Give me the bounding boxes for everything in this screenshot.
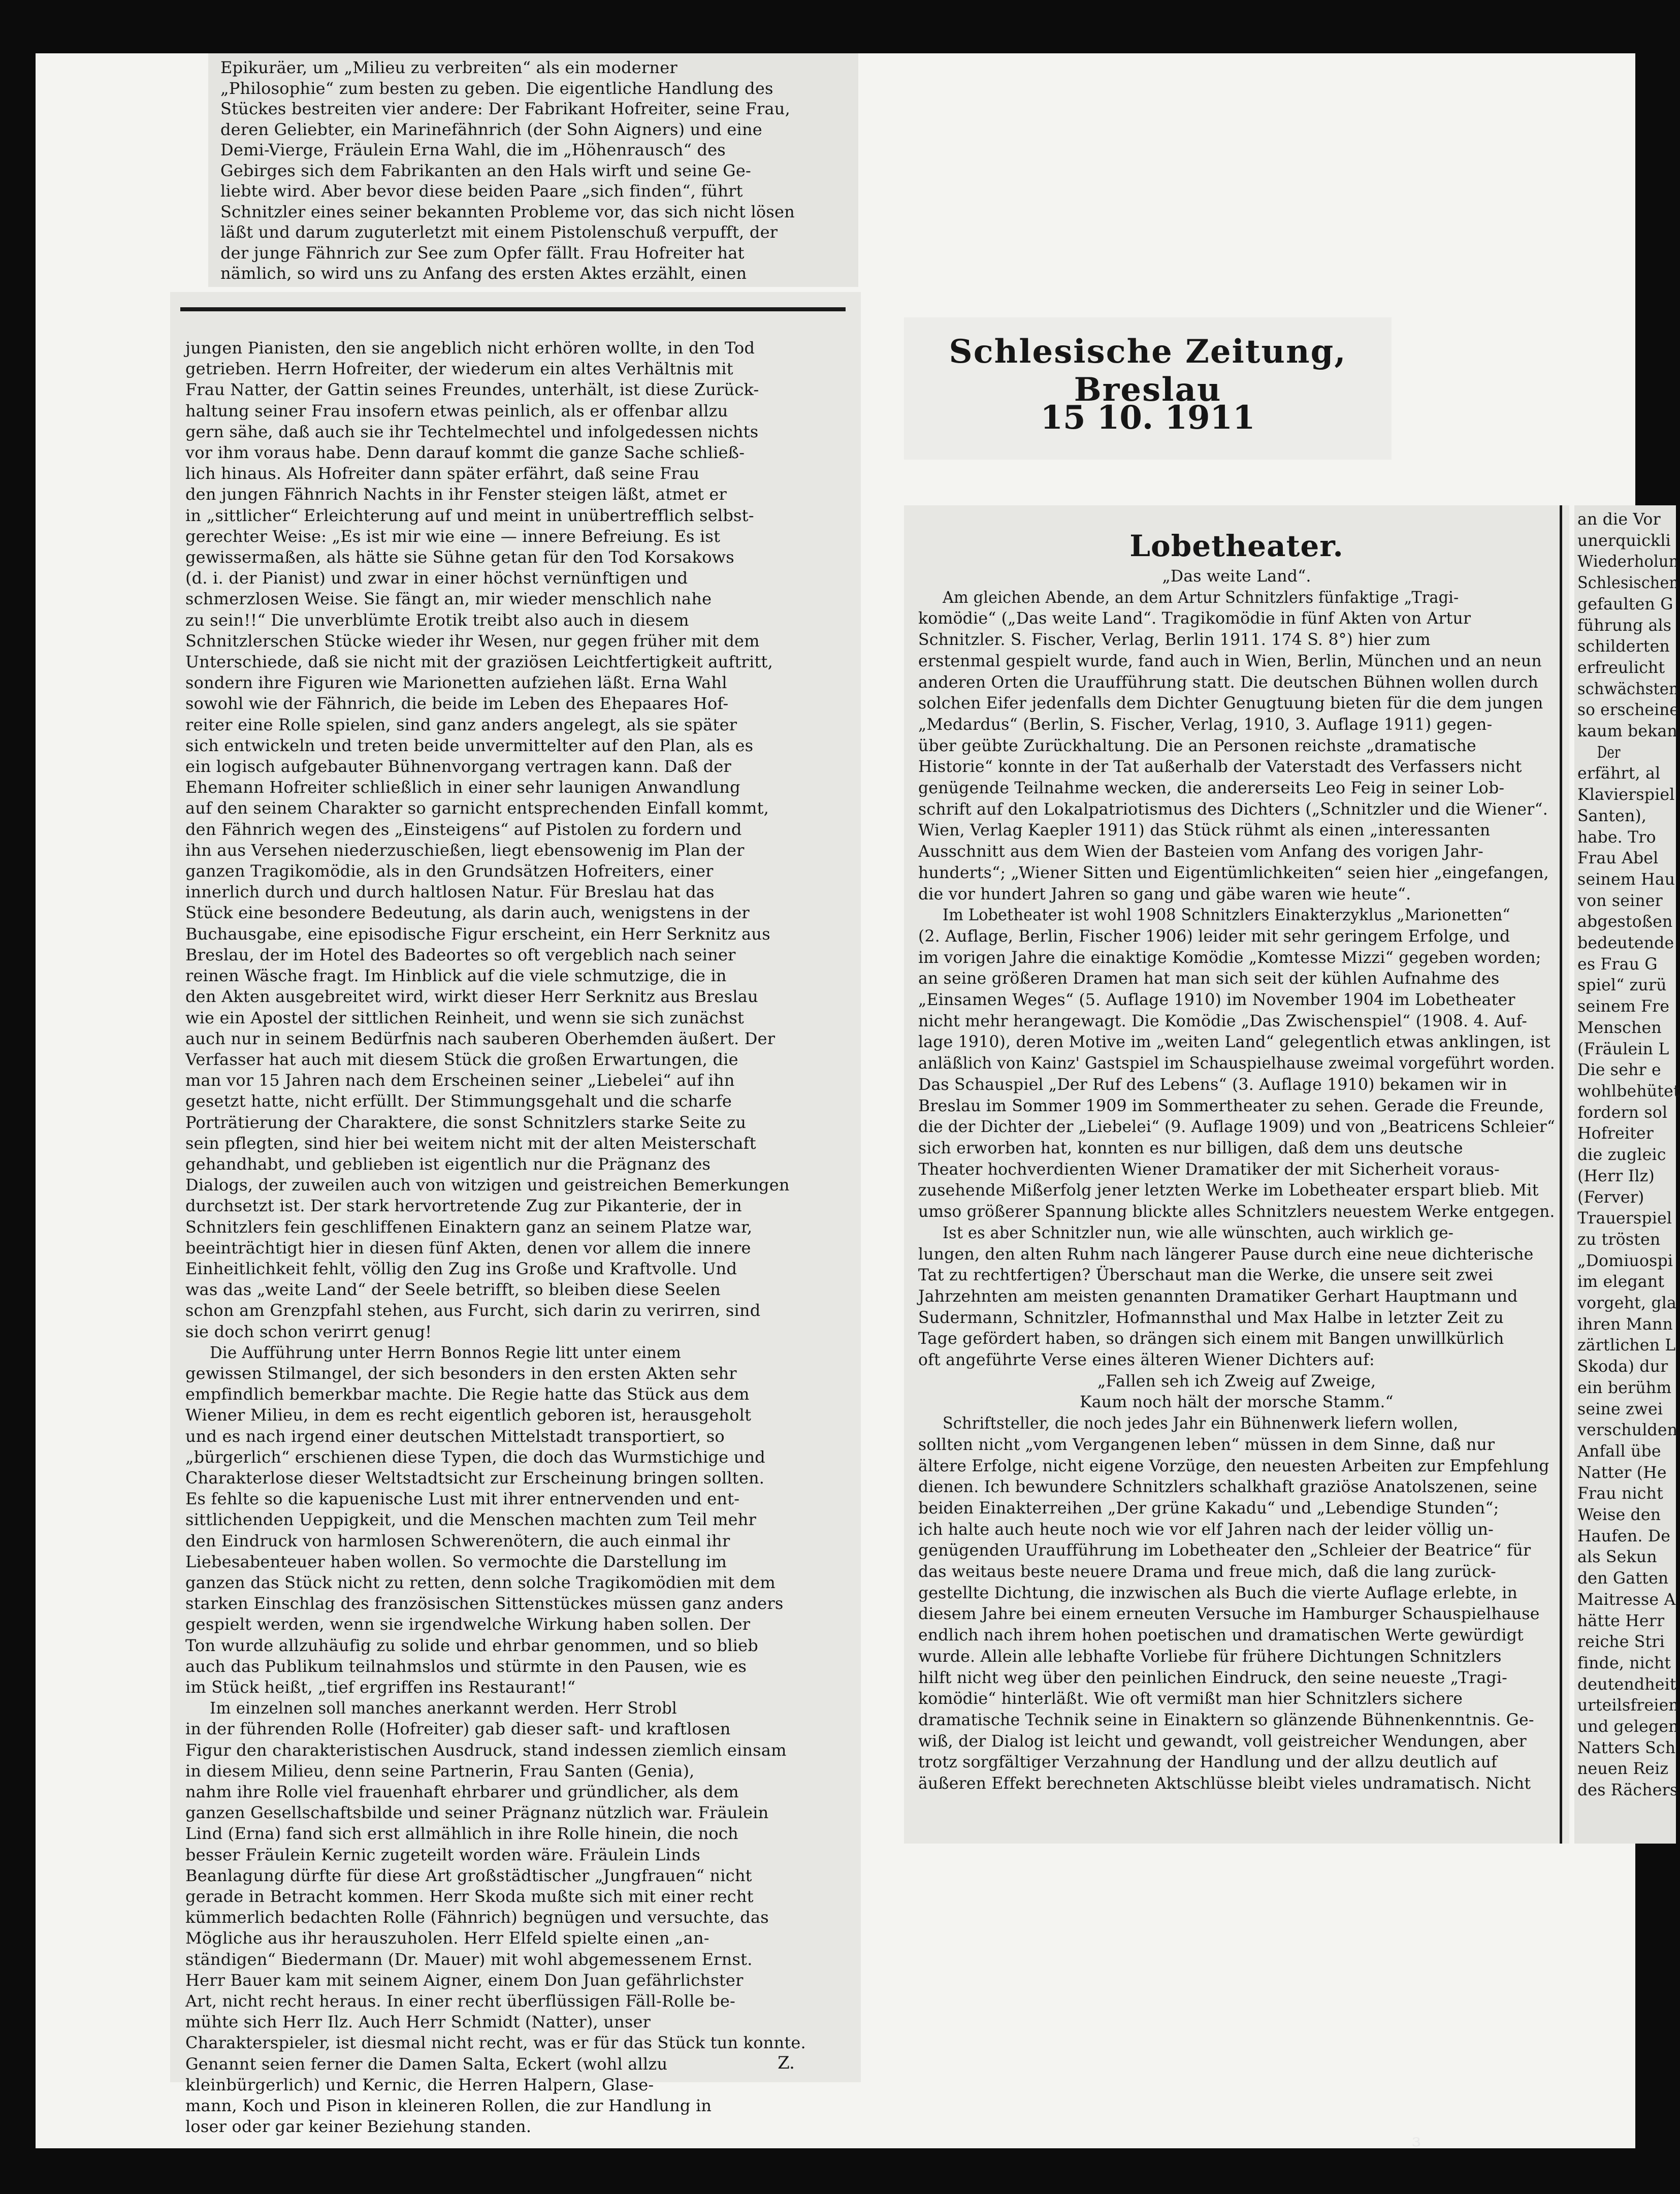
text-line: Beanlagung dürfte für diese Art großstädtischer „Jungfrauen“ nicht (185, 1865, 752, 1885)
text-line: hunderts“; „Wiener Sitten und Eigentümlichkeiten“ seien hier „eingefangen, (918, 863, 1549, 882)
text-line: Mögliche aus ihr herauszuholen. Herr Elfeld spielte einen „an- (185, 1928, 709, 1948)
text-line: Weise den (1577, 1506, 1661, 1525)
text-line: sondern ihre Figuren wie Marionetten aufziehen läßt. Erna Wahl (185, 673, 727, 693)
text-line: Figur den charakteristischen Ausdruck, stand indessen ziemlich einsam (185, 1740, 787, 1760)
text-line: Stück eine besondere Bedeutung, als darin auch, wenigstens in der (185, 903, 750, 923)
text-line: Schnitzlers fein geschliffenen Einaktern ganz an seinem Platze war, (185, 1217, 753, 1237)
text-line: Trauerspiel (1577, 1209, 1672, 1228)
text-line: wie ein Apostel der sittlichen Reinheit, und wenn sie sich zunächst (185, 1008, 745, 1027)
text-line: „Philosophie“ zum besten zu geben. Die eigentliche Handlung des (220, 78, 773, 98)
text-line: ein logisch aufgebauter Bühnenvorgang vertragen kann. Daß der (185, 757, 732, 777)
text-line: umso größerer Spannung blickte alles Schnitzlers neuestem Werke entgegen. (918, 1203, 1555, 1221)
text-line: Das Schauspiel „Der Ruf des Lebens“ (3. Auflage 1910) bekamen wir in (918, 1075, 1507, 1094)
archive-sheet (36, 53, 1680, 2148)
text-line: vorgeht, gla (1577, 1294, 1677, 1313)
text-line: getrieben. Herrn Hofreiter, der wiederum ein altes Verhältnis mit (185, 359, 733, 379)
text-line: Im Lobetheater ist wohl 1908 Schnitzlers Einakterzyklus „Marionetten“ (943, 906, 1510, 925)
text-line: im Stück heißt, „tief ergriffen ins Restaurant!“ (185, 1677, 576, 1697)
text-line: abgestoßen (1577, 913, 1673, 931)
text-line: „Fallen seh ich Zweig auf Zweige, (1097, 1372, 1376, 1391)
text-line: durchsetzt ist. Der stark hervortretende Zug zur Pikanterie, der in (185, 1196, 742, 1216)
text-line: nämlich, so wird uns zu Anfang des ersten Aktes erzählt, einen (220, 264, 747, 283)
text-line: lich hinaus. Als Hofreiter dann später erfährt, daß seine Frau (185, 464, 700, 483)
text-line: sein pflegten, sind hier bei weitem nicht mit der alten Meisterschaft (185, 1133, 756, 1153)
text-line: Wiederholun (1577, 553, 1679, 571)
text-line: erfährt, al (1577, 764, 1661, 783)
text-line: Ausschnitt aus dem Wien der Basteien vom Anfang des vorigen Jahr- (918, 843, 1484, 861)
text-line: besser Fräulein Kernic zugeteilt worden wäre. Fräulein Linds (185, 1845, 701, 1864)
text-line: an die Vor (1577, 510, 1661, 529)
review-text (918, 588, 1555, 1795)
text-line: kleinbürgerlich) und Kernic, die Herren Halpern, Glase- (185, 2075, 654, 2094)
edge-column-clipping (1574, 505, 1680, 1844)
text-line: zu trösten (1577, 1230, 1661, 1249)
text-line: seinem Hau (1577, 870, 1675, 889)
text-line: in der führenden Rolle (Hofreiter) gab dieser saft- und kraftlosen (185, 1719, 731, 1739)
text-line: ich halte auch heute noch wie vor elf Jahren nach der leider völlig un- (918, 1520, 1494, 1539)
text-line: auch nur in seinem Bedürfnis nach sauberen Oberhemden äußert. Der (185, 1028, 776, 1048)
text-line: Breslau, der im Hotel des Badeortes so oft vergeblich nach seiner (185, 945, 736, 964)
text-line: gehandhabt, und geblieben ist eigentlich nur die Prägnanz des (185, 1154, 711, 1174)
text-line: Breslau im Sommer 1909 im Sommertheater zu sehen. Gerade die Freunde, (918, 1096, 1544, 1115)
text-line: schrift auf den Lokalpatriotismus des Dichters („Schnitzler und die Wiener“. (918, 800, 1548, 819)
text-line: Charakterspieler, ist diesmal nicht recht, was er für das Stück tun konnte. (185, 2033, 806, 2053)
author-signature: Z. (778, 2053, 795, 2073)
text-line: gestellte Dichtung, die inzwischen als Buch die vierte Auflage erlebte, in (918, 1584, 1517, 1602)
text-line: solchen Eifer jedenfalls dem Dichter Genugtuung bieten für die dem jungen (918, 694, 1543, 713)
text-line: urteilsfreien (1577, 1696, 1679, 1715)
text-line: genügenden Uraufführung im Lobetheater den „Schleier der Beatrice“ für (918, 1541, 1531, 1560)
text-line: endlich nach ihrem hohen poetischen und dramatischen Werte gewürdigt (918, 1626, 1524, 1645)
text-line: die vor hundert Jahren so gang und gäbe waren wie heute“. (918, 885, 1411, 904)
text-line: dramatische Technik seine in Einaktern so glänzende Bühnenkenntnis. Ge- (918, 1711, 1534, 1729)
text-line: anderen Orten die Uraufführung statt. Die deutschen Bühnen wollen durch (918, 673, 1538, 692)
text-line: gerechter Weise: „Es ist mir wie eine — innere Befreiung. Es ist (185, 526, 721, 546)
text-line: Frau nicht (1577, 1485, 1663, 1503)
text-line: hätte Herr (1577, 1611, 1665, 1630)
text-line: führung als (1577, 616, 1672, 635)
text-line: Tat zu rechtfertigen? Überschaut man die Werke, die unsere seit zwei (918, 1266, 1494, 1285)
text-line: Ton wurde allzuhäufig zu solide und ehrbar genommen, und so blieb (185, 1635, 758, 1655)
text-line: erstenmal gespielt wurde, fand auch in Wien, Berlin, München und an neun (918, 652, 1542, 670)
text-line: Ist es aber Schnitzler nun, wie alle wünschten, auch wirklich ge- (943, 1223, 1454, 1242)
text-line: nicht mehr herangewagt. Die Komödie „Das Zwischenspiel“ (1908. 4. Auf- (918, 1012, 1528, 1030)
text-line: gerade in Betracht kommen. Herr Skoda mußte sich mit einer recht (185, 1887, 754, 1907)
text-line: den Gatten (1577, 1569, 1669, 1588)
text-line: Die Aufführung unter Herrn Bonnos Regie litt unter einem (210, 1342, 681, 1362)
text-line: so erscheine (1577, 701, 1679, 720)
text-line: gefaulten G (1577, 595, 1673, 614)
text-line: in diesem Milieu, denn seine Partnerin, Frau Santen (Genia), (185, 1761, 695, 1781)
top-article-clipping (208, 53, 858, 287)
text-line: wurde. Allein alle lebhafte Vorliebe für frühere Dichtungen Schnitzlers (918, 1647, 1502, 1666)
text-line: Stückes bestreiten vier andere: Der Fabrikant Hofreiter, seine Frau, (220, 99, 790, 118)
text-line: habe. Tro (1577, 828, 1656, 847)
text-line: sich erworben hat, konnten es nur billigen, daß dem uns deutsche (918, 1139, 1463, 1157)
text-line: Unterschiede, daß sie nicht mit der graziösen Leichtfertigkeit auftritt, (185, 652, 773, 672)
text-line: Theater hochverdienten Wiener Dramatiker der mit Sicherheit voraus- (918, 1160, 1500, 1179)
text-line: komödie“ hinterläßt. Wie oft vermißt man hier Schnitzlers sichere (918, 1690, 1463, 1708)
text-line: Gebirges sich dem Fabrikanten an den Hals wirft und seine Ge- (220, 160, 751, 180)
text-line: Schlesischen (1577, 574, 1679, 593)
text-line: empfindlich bemerkbar machte. Die Regie hatte das Stück aus dem (185, 1384, 750, 1404)
text-line: (Herr Ilz) (1577, 1167, 1655, 1185)
text-line: „Medardus“ (Berlin, S. Fischer, Verlag, 1910, 3. Auflage 1911) gegen- (918, 715, 1493, 734)
text-line: ihn aus Versehen niederzuschießen, liegt ebensowenig im Plan der (185, 840, 745, 860)
text-line: trotz sorgfältiger Verzahnung der Handlung und der allzu deutlich auf (918, 1753, 1497, 1772)
text-line: dienen. Ich bewundere Schnitzlers schalkhaft graziöse Anatolszenen, seine (918, 1478, 1537, 1497)
text-line: der junge Fähnrich zur See zum Opfer fällt. Frau Hofreiter hat (220, 243, 745, 263)
text-line: Am gleichen Abende, an dem Artur Schnitzlers fünfaktige „Tragi- (943, 588, 1459, 607)
text-line: als Sekun (1577, 1548, 1657, 1567)
left-column-text (185, 338, 841, 2137)
text-line: Santen), (1577, 806, 1647, 825)
column-rule (180, 307, 846, 311)
text-line: gespielt werden, wenn sie irgendwelche Wirkung haben sollen. Der (185, 1615, 751, 1634)
text-line: ganzen Gesellschaftsbilde und seiner Prägnanz nützlich war. Fräulein (185, 1803, 769, 1823)
text-line: „Einsamen Weges“ (5. Auflage 1910) im November 1904 im Lobetheater (918, 991, 1515, 1010)
text-line: deren Geliebter, ein Marinefähnrich (der Sohn Aigners) und eine (220, 119, 762, 139)
text-line: Schriftsteller, die noch jedes Jahr ein Bühnenwerk liefern wollen, (943, 1414, 1459, 1433)
text-line: Anfall übe (1577, 1442, 1661, 1461)
text-line: schilderten (1577, 637, 1670, 656)
text-line: das weitaus beste neuere Drama und freue mich, daß die lang zurück- (918, 1563, 1496, 1582)
text-line: auf den seinem Charakter so garnicht entsprechenden Einfall kommt, (185, 798, 769, 818)
text-line: Tage gefördert haben, so drängen sich einem mit Bangen unwillkürlich (918, 1330, 1504, 1348)
text-line: „Domiuospi (1577, 1251, 1673, 1270)
text-line: Der (1597, 743, 1621, 762)
text-line: Schnitzlerschen Stücke wieder ihr Wesen, nur gegen früher mit dem (185, 631, 760, 651)
text-line: die zugleic (1577, 1146, 1666, 1165)
film-frame-mark: ɜ (1412, 2131, 1421, 2151)
text-line: seine zwei (1577, 1400, 1663, 1418)
text-line: im elegant (1577, 1273, 1665, 1292)
text-line: Die sehr e (1577, 1061, 1661, 1080)
text-line: sittlichenden Ueppigkeit, und die Menschen machten zum Teil mehr (185, 1510, 757, 1530)
text-line: den Akten ausgebreitet wird, wirkt dieser Herr Serknitz aus Breslau (185, 987, 758, 1007)
text-line: beeinträchtigt hier in diesen fünf Akten, denen vor allem die innere (185, 1238, 751, 1257)
text-line: Genannt seien ferner die Damen Salta, Eckert (wohl allzu (185, 2054, 668, 2074)
text-line: (2. Auflage, Berlin, Fischer 1906) leider mit sehr geringem Erfolge, und (918, 927, 1510, 946)
text-line: genügende Teilnahme wecken, die andererseits Leo Feig in seiner Lob- (918, 779, 1505, 798)
text-line: erfreulicht (1577, 658, 1665, 677)
column-rule (1560, 505, 1562, 1844)
text-line: die der Dichter der „Liebelei“ (9. Auflage 1909) und von „Beatricens Schleier“ (918, 1118, 1556, 1137)
text-line: Jahrzehnten am meisten genannten Dramatiker Gerhart Hauptmann und (918, 1287, 1518, 1306)
text-line: seinem Fre (1577, 997, 1670, 1016)
text-line: innerlich durch und durch haltlosen Natur. Für Breslau hat das (185, 882, 715, 902)
text-line: läßt und darum zuguterletzt mit einem Pistolenschuß verpufft, der (220, 222, 778, 242)
text-line: gesetzt hatte, nicht erfüllt. Der Stimmungsgehalt und die scharfe (185, 1091, 732, 1111)
text-line: Hofreiter (1577, 1124, 1654, 1143)
text-line: den Fähnrich wegen des „Einsteigens“ auf Pistolen zu fordern und (185, 819, 742, 839)
text-line: Schnitzler eines seiner bekannten Probleme vor, das sich nicht lösen (220, 202, 795, 221)
text-line: ständigen“ Biedermann (Dr. Mauer) mit wohl abgemessenem Ernst. (185, 1949, 753, 1969)
text-line: ein berühm (1577, 1378, 1672, 1397)
text-line: neuen Reiz (1577, 1760, 1669, 1779)
text-line: wiß, der Dialog ist leicht und gewandt, voll geistreicher Wendungen, aber (918, 1732, 1527, 1751)
text-line: Einheitlichkeit fehlt, völlig den Zug ins Große und Kraftvolle. Und (185, 1259, 737, 1278)
text-line: Sudermann, Schnitzler, Hofmannsthal und Max Halbe in letzter Zeit zu (918, 1308, 1504, 1327)
text-line: oft angeführte Verse eines älteren Wiener Dichters auf: (918, 1351, 1375, 1370)
text-line: Frau Abel (1577, 849, 1659, 868)
text-line: schon am Grenzpfahl stehen, aus Furcht, sich darin zu verirren, sind (185, 1301, 761, 1320)
text-line: sich entwickeln und treten beide unvermittelter auf den Plan, als es (185, 735, 754, 755)
text-line: bedeutende (1577, 934, 1674, 953)
text-line: über geübte Zurückhaltung. Die an Personen reichste „dramatische (918, 736, 1476, 755)
text-line: schwächsten (1577, 680, 1679, 698)
review-heading: Lobetheater. (1129, 529, 1344, 563)
text-line: sowohl wie der Fähnrich, die beide im Leben des Ehepaares Hof- (185, 694, 729, 714)
text-line: Skoda) dur (1577, 1358, 1668, 1376)
text-line: sollten nicht „vom Vergangenen leben“ müssen in dem Sinne, daß nur (918, 1435, 1495, 1454)
review-subheading: „Das weite Land“. (1162, 567, 1311, 586)
text-line: Haufen. De (1577, 1527, 1671, 1545)
text-line: Historie“ konnte in der Tat außerhalb der Vaterstadt des Verfassers nicht (918, 758, 1522, 777)
text-line: mann, Koch und Pison in kleineren Rollen, die zur Handlung in (185, 2096, 712, 2116)
text-line: reinen Wäsche fragt. Im Hinblick auf die viele schmutzige, die in (185, 966, 727, 986)
text-line: und es nach irgend einer deutschen Mittelstadt transportiert, so (185, 1426, 725, 1446)
text-line: zu sein!!“ Die unverblümte Erotik treibt also auch in diesem (185, 610, 689, 630)
text-line: liebte wird. Aber bevor diese beiden Paare „sich finden“, führt (220, 181, 743, 201)
text-line: Maitresse A (1577, 1590, 1676, 1609)
newspaper-name: Schlesische Zeitung, Breslau (949, 333, 1347, 409)
text-line: kümmerlich bedachten Rolle (Fähnrich) begnügen und versuchte, das (185, 1908, 769, 1927)
text-line: reiter eine Rolle spielen, sind ganz anders angelegt, als sie später (185, 715, 737, 734)
text-line: den Eindruck von harmlosen Schwerenötern, die auch einmal ihr (185, 1531, 730, 1551)
text-line: Charakterlose dieser Weltstadtsicht zur Erscheinung bringen sollten. (185, 1468, 765, 1488)
text-line: es Frau G (1577, 955, 1658, 974)
text-line: in „sittlicher“ Erleichterung auf und meint in unübertrefflich selbst- (185, 505, 754, 525)
text-line: Natters Sch (1577, 1738, 1676, 1757)
text-line: Frau Natter, der Gattin seines Freundes, unterhält, ist diese Zurück- (185, 380, 759, 400)
text-line: Natter (He (1577, 1463, 1667, 1482)
text-line: Lind (Erna) fand sich erst allmählich in ihre Rolle hinein, die noch (185, 1824, 738, 1844)
text-line: unerquickli (1577, 531, 1671, 550)
text-line: Demi-Vierge, Fräulein Erna Wahl, die im „Höhenrausch“ des (220, 140, 726, 159)
text-line: deutendheit (1577, 1675, 1676, 1694)
text-line: gewissermaßen, als hätte sie Sühne getan für den Tod Korsakows (185, 547, 734, 567)
text-line: (Fräulein L (1577, 1040, 1669, 1058)
text-line: den jungen Fähnrich Nachts in ihr Fenster steigen läßt, atmet er (185, 485, 727, 504)
text-line: Liebesabenteuer haben wollen. So vermochte die Darstellung im (185, 1552, 727, 1571)
text-line: anläßlich von Kainz' Gastspiel im Schauspielhause zweimal vorgeführt worden. (918, 1054, 1555, 1073)
text-line: (Ferver) (1577, 1188, 1644, 1207)
text-line: und gelegen (1577, 1718, 1679, 1736)
text-line: im vorigen Jahre die einaktige Komödie „Komtesse Mizzi“ gegeben worden; (918, 948, 1541, 967)
text-line: jungen Pianisten, den sie angeblich nicht erhören wollte, in den Tod (185, 338, 755, 358)
text-line: Ehemann Hofreiter schließlich in einer sehr launigen Anwandlung (185, 778, 740, 797)
text-line: an seine größeren Dramen hat man sich seit der kühlen Aufnahme des (918, 970, 1500, 988)
text-line: Dialogs, der zuweilen auch von witzigen und geistreichen Bemerkungen (185, 1175, 790, 1195)
text-line: komödie“ („Das weite Land“. Tragikomödie in fünf Akten von Artur (918, 609, 1471, 628)
text-line: starken Einschlag des französischen Sittenstückes müssen ganz anders (185, 1594, 784, 1614)
text-line: Wien, Verlag Kaepler 1911) das Stück rühmt als einen „interessanten (918, 821, 1491, 840)
text-line: reiche Stri (1577, 1633, 1665, 1652)
text-line: verschulden (1577, 1421, 1678, 1440)
text-line: Epikuräer, um „Milieu zu verbreiten“ als ein moderner (220, 58, 677, 77)
text-line: finde, nicht (1577, 1654, 1671, 1672)
text-line: mühte sich Herr Ilz. Auch Herr Schmidt (Natter), unser (185, 2012, 651, 2032)
text-line: Porträtierung der Charaktere, die sonst Schnitzlers starke Seite zu (185, 1112, 747, 1132)
text-line: spiel“ zurü (1577, 976, 1667, 995)
text-line: gewissen Stilmangel, der sich besonders in den ersten Akten sehr (185, 1363, 737, 1383)
text-line: Verfasser hat auch mit diesem Stück die großen Erwartungen, die (185, 1049, 738, 1069)
text-line: hilft nicht weg über den peinlichen Eindruck, den seine neueste „Tragi- (918, 1668, 1507, 1687)
text-line: Menschen (1577, 1018, 1662, 1037)
text-line: lungen, den alten Ruhm nach längerer Pause durch eine neue dichterische (918, 1245, 1534, 1264)
text-line: ältere Erfolge, nicht eigene Vorzüge, den neuesten Arbeiten zur Empfehlung (918, 1457, 1549, 1475)
text-line: Wiener Milieu, in dem es recht eigentlich geboren ist, herausgeholt (185, 1405, 752, 1425)
text-line: Im einzelnen soll manches anerkannt werden. Herr Strobl (210, 1698, 677, 1718)
clipping-date-stamp: 15 10. 1911 (1040, 399, 1255, 437)
text-line: von seiner (1577, 891, 1663, 910)
text-line: Art, nicht recht heraus. In einer recht überflüssigen Fäll-Rolle be- (185, 1991, 735, 2011)
review-clipping (904, 505, 1569, 1844)
text-line: haltung seiner Frau insofern etwas peinlich, als er offenbar allzu (185, 401, 728, 421)
text-line: nahm ihre Rolle viel frauenhaft ehrbarer und gründlicher, als dem (185, 1782, 739, 1802)
text-line: diesem Jahre bei einem erneuten Versuche im Hamburger Schauspielhause (918, 1605, 1540, 1624)
text-line: sie doch schon verirrt genug! (185, 1321, 432, 1341)
text-line: lage 1910), deren Motive im „weiten Land“ gelegentlich etwas anklingen, ist (918, 1033, 1550, 1052)
text-line: zusehende Mißerfolg jener letzten Werke im Lobetheater erspart blieb. Mit (918, 1181, 1539, 1200)
text-line: man vor 15 Jahren nach dem Erscheinen seiner „Liebelei“ auf ihn (185, 1071, 735, 1090)
text-line: Herr Bauer kam mit seinem Aigner, einem Don Juan gefährlichster (185, 1970, 744, 1990)
text-line: ganzen das Stück nicht zu retten, denn solche Tragikomödien mit dem (185, 1572, 776, 1592)
text-line: zärtlichen L (1577, 1336, 1676, 1355)
text-line: Es fehlte so die kapuenische Lust mit ihrer entnervenden und ent- (185, 1489, 740, 1509)
text-line: „bürgerlich“ erschienen diese Typen, die doch das Wurmstichige und (185, 1447, 765, 1467)
text-line: äußeren Effekt berechneten Aktschlüsse bleibt vieles undramatisch. Nicht (918, 1774, 1531, 1793)
text-line: fordern sol (1577, 1103, 1668, 1122)
text-line: gern sähe, daß auch sie ihr Techtelmechtel und infolgedessen nichts (185, 422, 759, 441)
text-line: kaum bekan (1577, 722, 1677, 741)
text-line: loser oder gar keiner Beziehung standen. (185, 2117, 532, 2137)
text-line: ganzen Tragikomödie, als in den Grundsätzen Hofreiters, einer (185, 861, 714, 881)
text-line: vor ihm voraus habe. Denn darauf kommt die ganze Sache schließ- (185, 443, 745, 463)
text-line: (d. i. der Pianist) und zwar in einer höchst vernünftigen und (185, 568, 688, 588)
text-line: was das „weite Land“ der Seele betrifft, so bleiben diese Seelen (185, 1280, 721, 1300)
text-line: beiden Einakterreihen „Der grüne Kakadu“ und „Lebendige Stunden“; (918, 1499, 1499, 1518)
text-line: des Rächers (1577, 1781, 1678, 1800)
left-column-clipping (170, 292, 861, 2137)
text-line: ihren Mann (1577, 1315, 1673, 1334)
text-line: Kaum noch hält der morsche Stamm.“ (1080, 1393, 1394, 1412)
text-line: wohlbehütet (1577, 1082, 1680, 1101)
text-line: Buchausgabe, eine episodische Figur erscheint, ein Herr Serknitz aus (185, 924, 770, 944)
text-line: auch das Publikum teilnahmslos und stürmte in den Pausen, wie es (185, 1656, 747, 1676)
newspaper-masthead-clipping (904, 317, 1392, 460)
text-line: Klavierspiel (1577, 786, 1675, 804)
text-line: Schnitzler. S. Fischer, Verlag, Berlin 1911. 174 S. 8°) hier zum (918, 631, 1431, 650)
text-line: schmerzlosen Weise. Sie fängt an, mir wieder menschlich nahe (185, 589, 712, 609)
